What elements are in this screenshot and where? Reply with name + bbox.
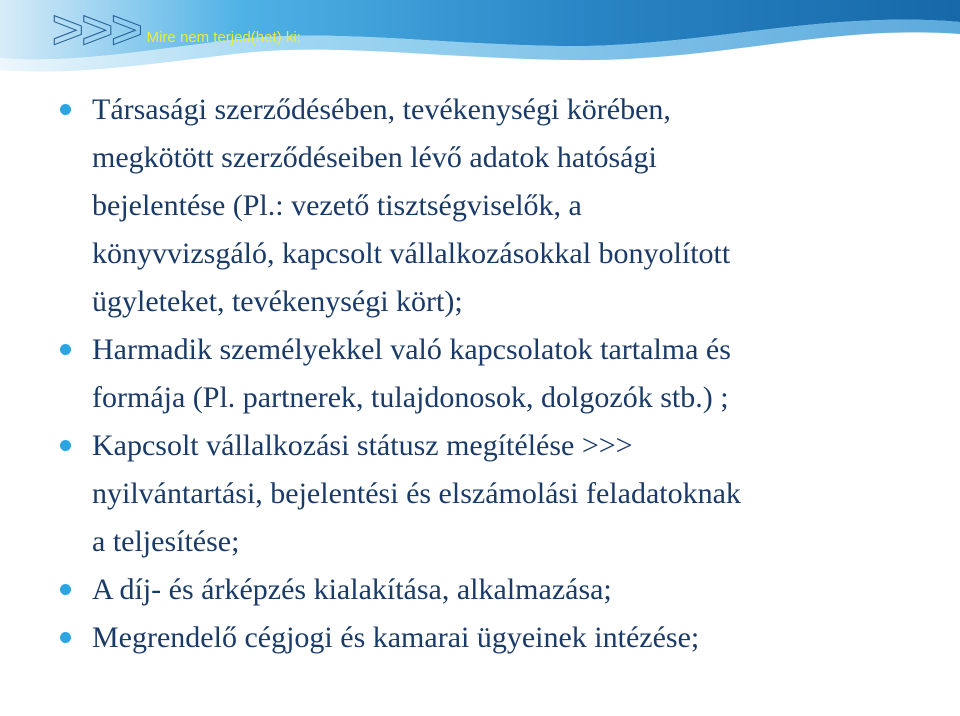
slide-subtitle: Mire nem terjed(het) ki: (146, 28, 301, 46)
bullet-list (60, 86, 940, 662)
header-title (52, 2, 301, 58)
bullet-item (60, 326, 940, 422)
chevrons-icon: >>> (52, 0, 141, 60)
bullet-item (60, 614, 940, 662)
bullet-line: Kapcsolt vállalkozási státusz megítélése >>> (92, 429, 633, 462)
bullet-line: könyvvizsgáló, kapcsolt vállalkozásokkal bonyolított (92, 237, 731, 270)
bullet-dot-icon (60, 440, 71, 451)
bullet-item (60, 566, 940, 614)
bullet-item (60, 422, 940, 566)
bullet-line: A díj- és árképzés kialakítása, alkalmazása; (92, 573, 612, 606)
bullet-line: ügyleteket, tevékenységi kört); (92, 285, 463, 318)
bullet-line: Társasági szerződésében, tevékenységi körében, (92, 93, 671, 126)
bullet-line: formája (Pl. partnerek, tulajdonosok, dolgozók stb.) ; (92, 381, 729, 414)
bullet-dot-icon (60, 104, 71, 115)
bullet-line: nyilvántartási, bejelentési és elszámolási feladatoknak (92, 477, 741, 510)
bullet-item (60, 86, 940, 326)
bullet-dot-icon (60, 584, 71, 595)
bullet-dot-icon (60, 344, 71, 355)
bullet-line: a teljesítése; (92, 525, 240, 558)
bullet-line: megkötött szerződéseiben lévő adatok hatósági (92, 141, 657, 174)
bullet-dot-icon (60, 632, 71, 643)
bullet-line: Harmadik személyekkel való kapcsolatok tartalma és (92, 333, 731, 366)
bullet-line: bejelentése (Pl.: vezető tisztségviselők, a (92, 189, 582, 222)
bullet-line: Megrendelő cégjogi és kamarai ügyeinek intézése; (92, 621, 700, 654)
